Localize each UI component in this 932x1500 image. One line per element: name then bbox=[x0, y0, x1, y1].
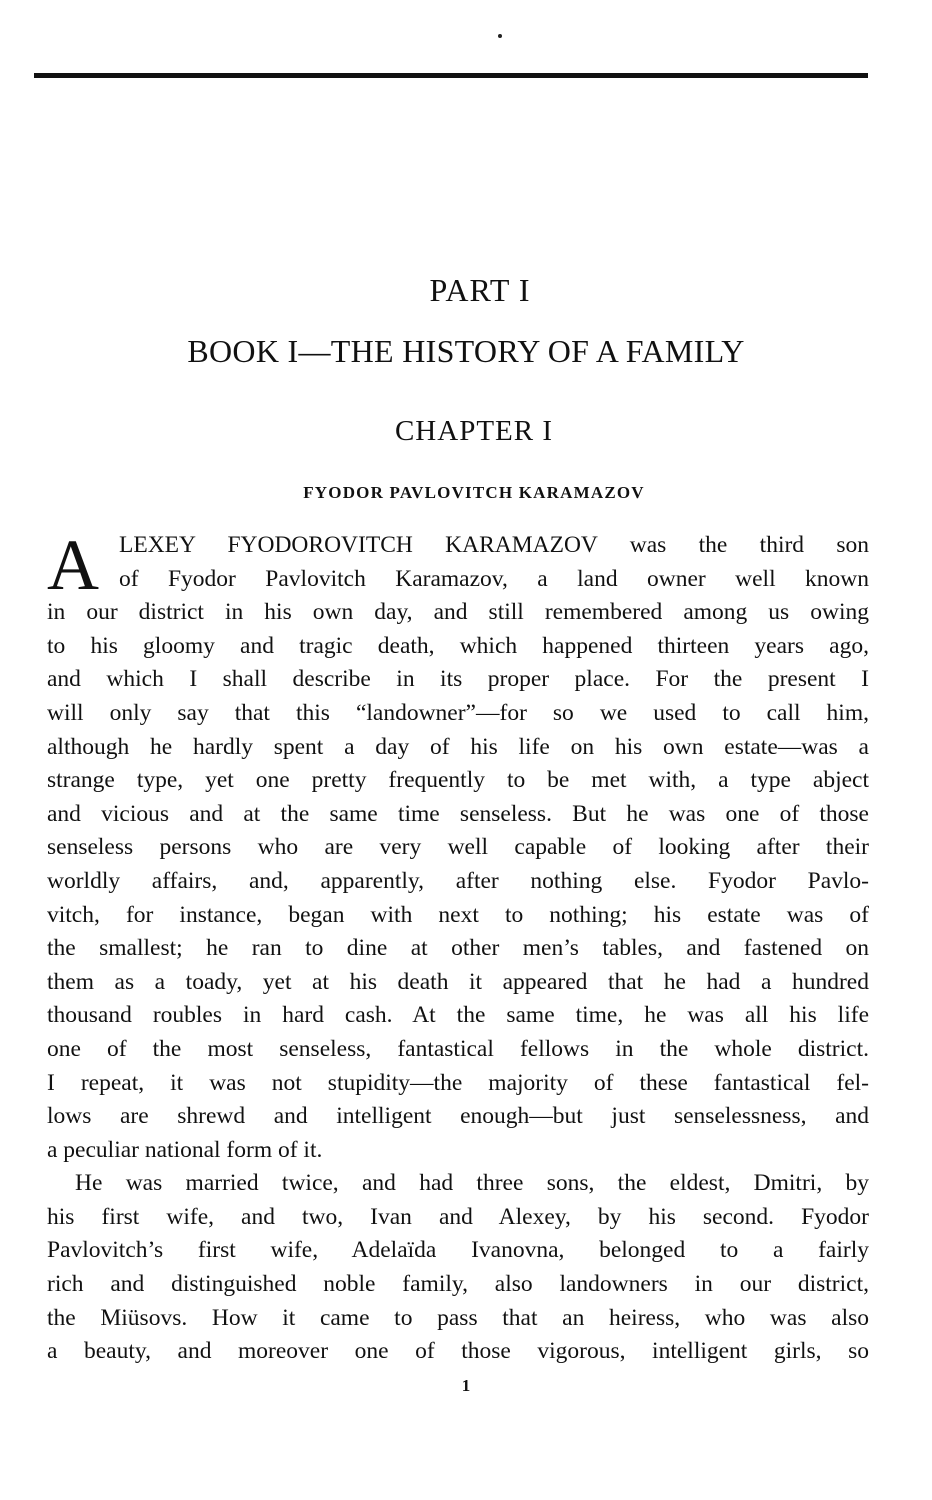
part-title: PART I bbox=[429, 272, 531, 308]
text-line: a peculiar national form of it. bbox=[47, 1136, 323, 1163]
text-line: rich and distinguished noble family, also landowners in our district, bbox=[47, 1271, 869, 1298]
text-line: strange type, yet one pretty frequently to be met with, a type abject bbox=[47, 767, 869, 794]
text-line: LEXEY FYODOROVITCH KARAMAZOV was the third son bbox=[119, 532, 869, 558]
text-line: to his gloomy and tragic death, which happened thirteen years ago, bbox=[47, 632, 869, 659]
text-line: vitch, for instance, began with next to nothing; his estate was of bbox=[47, 901, 869, 928]
chapter-number: CHAPTER I bbox=[394, 415, 554, 447]
page-number: 1 bbox=[461, 1376, 471, 1395]
chapter-title: FYODOR PAVLOVITCH KARAMAZOV bbox=[303, 483, 645, 502]
top-rule bbox=[34, 73, 868, 78]
text-line: He was married twice, and had three sons, the eldest, Dmitri, by bbox=[75, 1170, 869, 1197]
text-line: although he hardly spent a day of his life on his own estate—was a bbox=[47, 733, 869, 760]
text-line: one of the most senseless, fantastical fellows in the whole district. bbox=[47, 1035, 869, 1062]
text-line: I repeat, it was not stupidity—the majority of these fantastical fel- bbox=[47, 1069, 869, 1096]
text-line: the Miüsovs. How it came to pass that an heiress, who was also bbox=[47, 1304, 869, 1331]
text-line: his first wife, and two, Ivan and Alexey, by his second. Fyodor bbox=[47, 1203, 869, 1230]
text-line: them as a toady, yet at his death it appeared that he had a hundred bbox=[47, 968, 869, 995]
text-line: worldly affairs, and, apparently, after nothing else. Fyodor Pavlo- bbox=[47, 867, 869, 894]
text-line: thousand roubles in hard cash. At the same time, he was all his life bbox=[47, 1002, 869, 1029]
text-line: the smallest; he ran to dine at other men’s tables, and fastened on bbox=[47, 935, 869, 962]
body-text bbox=[47, 525, 869, 1369]
text-line: and which I shall describe in its proper place. For the present I bbox=[47, 666, 869, 693]
drop-cap: A bbox=[47, 525, 99, 605]
text-line: in our district in his own day, and still remembered among us owing bbox=[47, 599, 869, 626]
text-line: will only say that this “landowner”—for so we used to call him, bbox=[47, 699, 869, 726]
top-dot-mark bbox=[498, 34, 502, 38]
text-line: of Fyodor Pavlovitch Karamazov, a land owner well known bbox=[119, 565, 869, 592]
text-line: a beauty, and moreover one of those vigorous, intelligent girls, so bbox=[47, 1338, 869, 1365]
text-line: lows are shrewd and intelligent enough—but just senselessness, and bbox=[47, 1103, 869, 1130]
text-line: and vicious and at the same time senseless. But he was one of those bbox=[47, 800, 869, 827]
text-line: Pavlovitch’s first wife, Adelaïda Ivanovna, belonged to a fairly bbox=[47, 1237, 869, 1264]
book-title: BOOK I—THE HISTORY OF A FAMILY bbox=[187, 333, 745, 369]
text-line: senseless persons who are very well capable of looking after their bbox=[47, 834, 869, 861]
